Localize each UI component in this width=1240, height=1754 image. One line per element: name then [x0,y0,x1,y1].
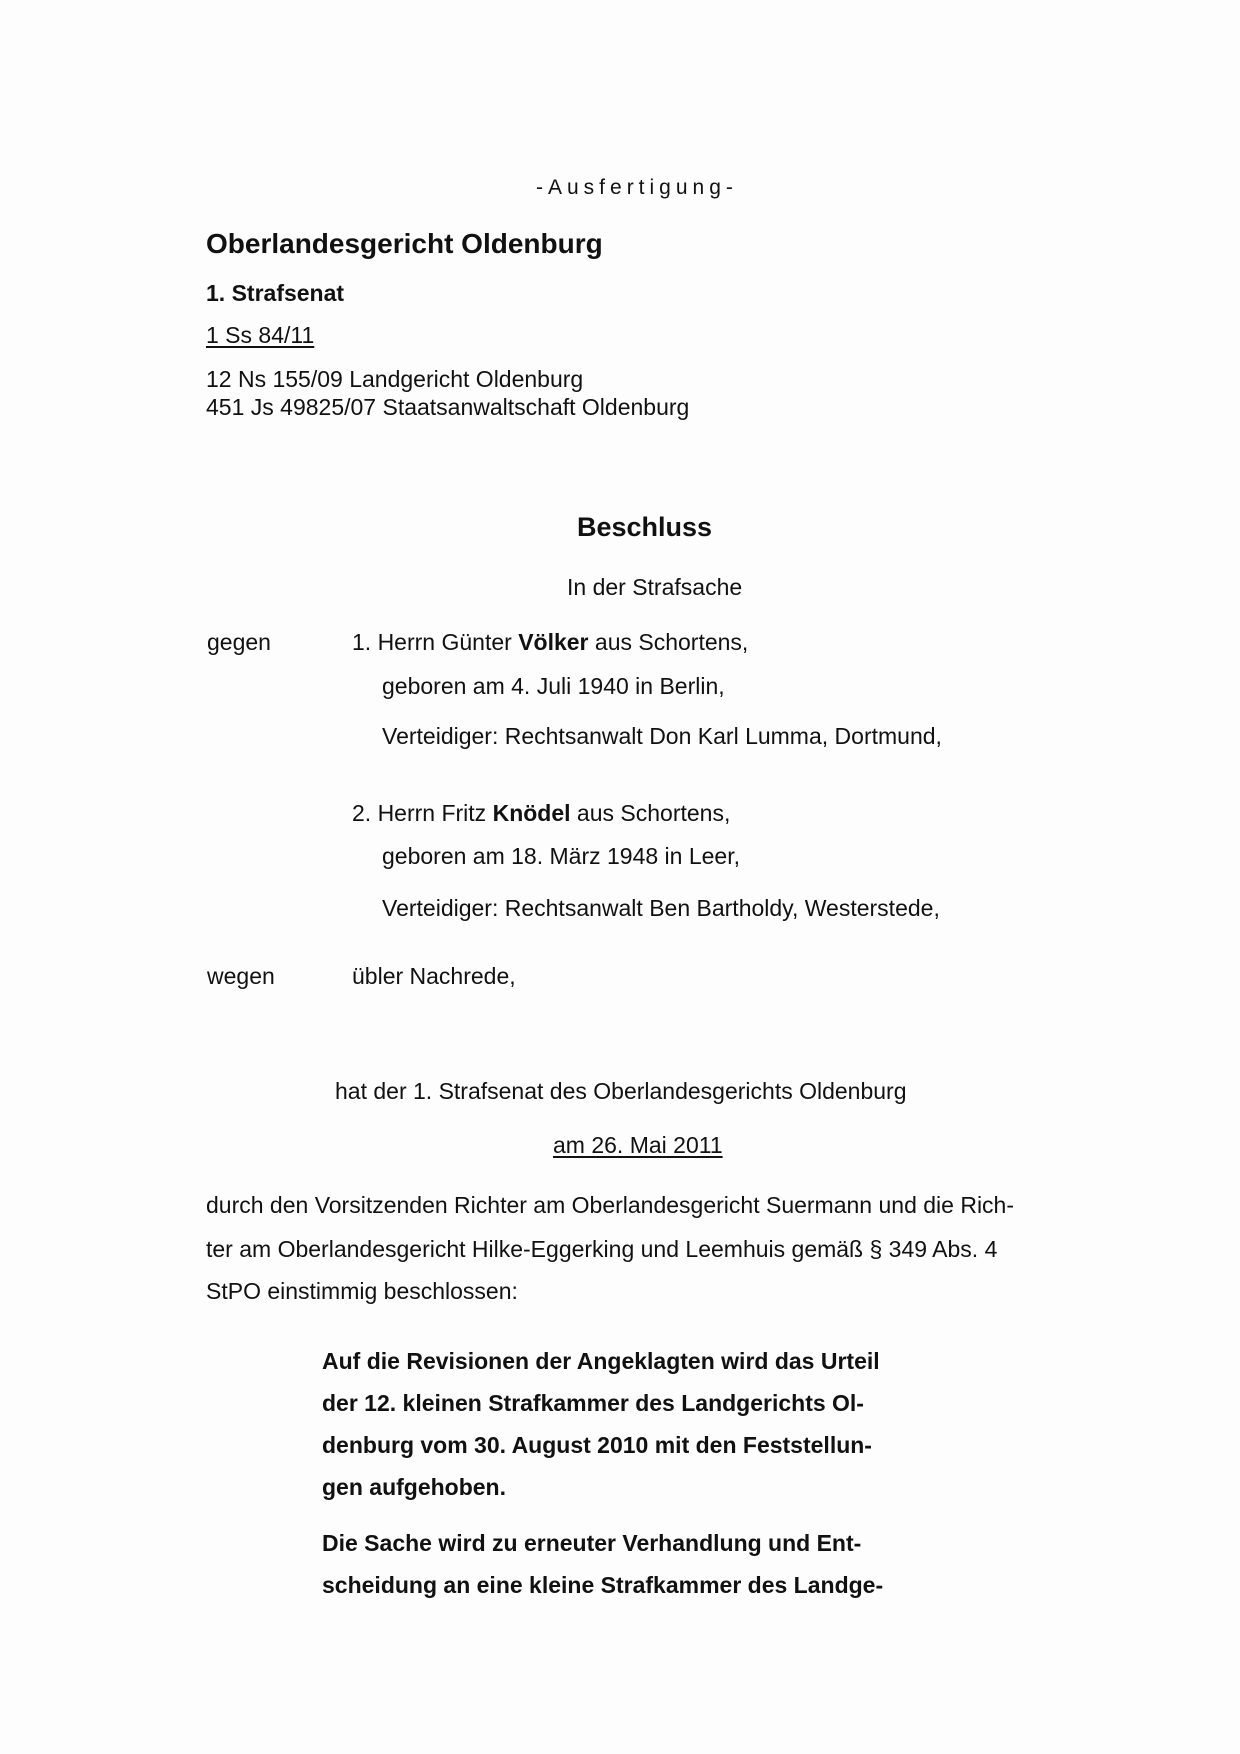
body-line: StPO einstimmig beschlossen: [206,1278,518,1304]
body-line: durch den Vorsitzenden Richter am Oberlandesgericht Suermann und die Rich- [206,1192,1014,1218]
document-title: Beschluss [577,512,713,542]
defendant-surname: Knödel [492,800,571,826]
reference-line: 451 Js 49825/07 Staatsanwaltschaft Oldenburg [206,394,690,420]
case-number: 1 Ss 84/11 [206,322,315,348]
body-line: ter am Oberlandesgericht Hilke-Eggerking und Leemhuis gemäß § 349 Abs. 4 [206,1236,998,1262]
defendant-prefix: 1. Herrn Günter [352,629,519,655]
defendant-surname: Völker [518,629,589,655]
tenor-line: gen aufgehoben. [322,1474,506,1500]
decision-intro: hat der 1. Strafsenat des Oberlandesgerichts Oldenburg [335,1078,907,1104]
defendant-1-name-line [352,629,748,656]
decision-date: am 26. Mai 2011 [553,1132,723,1158]
tenor-line: Die Sache wird zu erneuter Verhandlung und Ent- [322,1530,862,1556]
tenor-line: denburg vom 30. August 2010 mit den Feststellun- [322,1432,872,1458]
defendant-2-name-line [352,800,730,827]
charge-label: wegen [207,963,275,989]
intro-line: In der Strafsache [567,574,743,600]
tenor-line: Auf die Revisionen der Angeklagten wird das Urteil [322,1348,880,1374]
defendant-1-birth: geboren am 4. Juli 1940 in Berlin, [382,673,725,699]
reference-line: 12 Ns 155/09 Landgericht Oldenburg [206,366,584,392]
defendant-1-counsel: Verteidiger: Rechtsanwalt Don Karl Lumma, Dortmund, [382,723,942,749]
defendant-suffix: aus Schortens, [588,629,749,655]
court-name: Oberlandesgericht Oldenburg [206,228,603,259]
tenor-line: scheidung an eine kleine Strafkammer des Landge- [322,1572,884,1598]
defendant-2-birth: geboren am 18. März 1948 in Leer, [382,843,741,869]
copy-marker: -Ausfertigung- [536,176,738,199]
senate-name: 1. Strafsenat [206,280,345,306]
defendant-suffix: aus Schortens, [570,800,731,826]
charge-text: übler Nachrede, [352,963,516,989]
defendant-2-counsel: Verteidiger: Rechtsanwalt Ben Bartholdy, Westerstede, [382,895,940,921]
defendant-prefix: 2. Herrn Fritz [352,800,493,826]
against-label: gegen [207,629,271,655]
tenor-line: der 12. kleinen Strafkammer des Landgerichts Ol- [322,1390,864,1416]
